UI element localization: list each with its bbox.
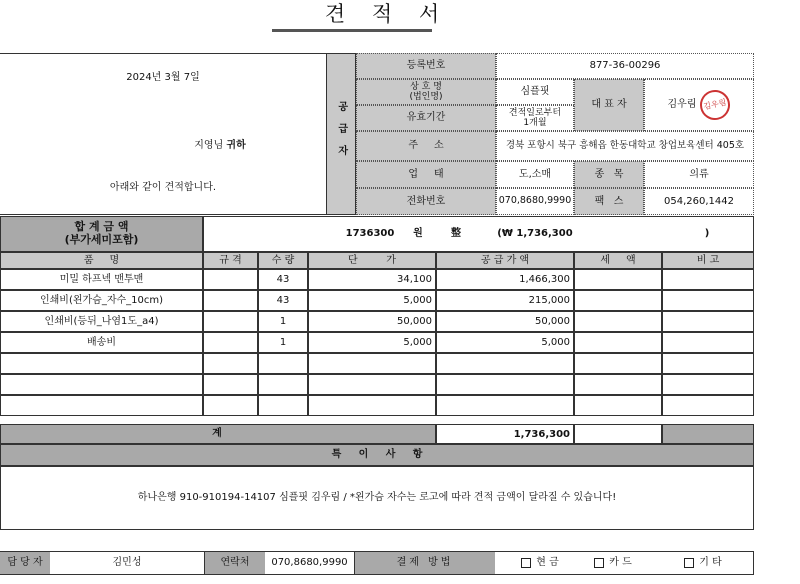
total-close-paren: ): [704, 228, 710, 240]
payment-label: 결제 방법: [355, 552, 495, 574]
item-name: [0, 353, 203, 374]
item-tax: [574, 395, 662, 416]
supplier-label: 공급자: [326, 53, 356, 215]
fax-value: 054,260,1442: [644, 188, 754, 215]
sum-label: 계: [212, 428, 222, 440]
seal-stamp: 김우림: [698, 87, 734, 123]
item-name: 미밀 하프넥 맨투맨: [0, 269, 203, 290]
items-table: [0, 252, 754, 424]
item-supply: 50,000: [436, 311, 574, 332]
tel-label: 전화번호: [356, 188, 496, 215]
item-unit-price: [308, 395, 436, 416]
sum-tax-cell: [574, 424, 662, 444]
card-checkbox[interactable]: [594, 558, 604, 568]
valid-value: 견적일로부터 1개월: [496, 105, 574, 131]
contact-value: 070,8680,9990: [265, 552, 355, 574]
total-amount: 1736300: [345, 228, 395, 240]
manager-label: 담 당 자: [0, 552, 50, 574]
item-qty: 1: [258, 332, 308, 353]
item-qty: [258, 353, 308, 374]
total-won: 원: [413, 228, 423, 240]
biz-type-value: 도,소매: [496, 161, 574, 188]
item-supply: [436, 374, 574, 395]
item-note: [662, 290, 754, 311]
item-name: [0, 374, 203, 395]
biz-item-label: 종 목: [574, 161, 644, 188]
recipient-name: 지영님: [194, 140, 224, 152]
column-header: 비 고: [662, 252, 754, 269]
item-unit-price: 5,000: [308, 332, 436, 353]
other-label: 기 타: [699, 557, 722, 569]
item-name: [0, 395, 203, 416]
item-qty: 1: [258, 311, 308, 332]
recipient-block: [0, 53, 326, 215]
pay-option-other[interactable]: [668, 552, 738, 574]
recipient-honorific: 귀하: [226, 140, 246, 152]
item-tax: [574, 269, 662, 290]
other-checkbox[interactable]: [684, 558, 694, 568]
pay-option-card[interactable]: [578, 552, 648, 574]
item-note: [662, 395, 754, 416]
sum-note-cell: [662, 424, 754, 444]
contact-label: 연락처: [205, 552, 265, 574]
total-amount-cell: [203, 216, 754, 252]
item-tax: [574, 290, 662, 311]
item-spec: [203, 395, 258, 416]
cash-checkbox[interactable]: [521, 558, 531, 568]
total-krw: (₩ 1,736,300: [497, 228, 573, 240]
item-tax: [574, 311, 662, 332]
manager-value: 김민성: [50, 552, 205, 574]
item-note: [662, 311, 754, 332]
reg-no-label: 등록번호: [356, 53, 496, 79]
item-name: 인쇄비(등뒤_나염1도_a4): [0, 311, 203, 332]
item-supply: [436, 353, 574, 374]
rep-label: 대 표 자: [574, 79, 644, 131]
item-name: 배송비: [0, 332, 203, 353]
item-unit-price: 50,000: [308, 311, 436, 332]
column-header: 세 액: [574, 252, 662, 269]
item-tax: [574, 353, 662, 374]
column-header: 단 가: [308, 252, 436, 269]
sum-supply-value: 1,736,300: [436, 424, 574, 444]
item-unit-price: 5,000: [308, 290, 436, 311]
item-note: [662, 269, 754, 290]
address-value: 경북 포항시 북구 흥해읍 한동대학교 창업보육센터 405호: [496, 131, 754, 161]
card-label: 카 드: [609, 557, 632, 569]
column-header: 품 명: [0, 252, 203, 269]
item-note: [662, 353, 754, 374]
item-supply: 5,000: [436, 332, 574, 353]
company-value: 심플핏: [496, 79, 574, 105]
tel-value: 070,8680,9990: [496, 188, 574, 215]
biz-item-value: 의류: [644, 161, 754, 188]
item-qty: 43: [258, 290, 308, 311]
item-name: 인쇄비(왼가슴_자수_10cm): [0, 290, 203, 311]
item-supply: [436, 395, 574, 416]
item-spec: [203, 353, 258, 374]
pay-option-cash[interactable]: [505, 552, 575, 574]
quote-statement: 아래와 같이 견적합니다.: [109, 182, 217, 194]
item-spec: [203, 269, 258, 290]
title-underline: [272, 29, 432, 32]
valid-label: 유효기간: [356, 105, 496, 131]
item-qty: [258, 374, 308, 395]
quote-date: 2024년 3월 7일: [126, 72, 200, 84]
address-label: 주 소: [356, 131, 496, 161]
item-supply: 1,466,300: [436, 269, 574, 290]
column-header: 수 량: [258, 252, 308, 269]
item-qty: 43: [258, 269, 308, 290]
rep-cell: [644, 79, 754, 131]
item-supply: 215,000: [436, 290, 574, 311]
remarks-header: 특 이 사 항: [0, 444, 754, 466]
item-unit-price: 34,100: [308, 269, 436, 290]
item-spec: [203, 374, 258, 395]
cash-label: 현 금: [536, 557, 559, 569]
item-unit-price: [308, 353, 436, 374]
column-header: 공 급 가 액: [436, 252, 574, 269]
total-spacer: 整: [451, 228, 461, 240]
remarks-text: 하나은행 910-910194-14107 심플핏 김우림 / *왼가슴 자수는 로고에 따라 견적 금액이 달라질 수 있습니다!: [0, 466, 754, 530]
item-spec: [203, 332, 258, 353]
item-note: [662, 374, 754, 395]
item-spec: [203, 311, 258, 332]
total-label: 합 계 금 액 (부가세미포함): [0, 216, 203, 252]
item-tax: [574, 332, 662, 353]
biz-type-label: 업 태: [356, 161, 496, 188]
item-unit-price: [308, 374, 436, 395]
item-spec: [203, 290, 258, 311]
page-title: 견 적 서: [324, 1, 450, 26]
item-tax: [574, 374, 662, 395]
company-label: 상 호 명 (법인명): [356, 79, 496, 105]
item-qty: [258, 395, 308, 416]
fax-label: 팩 스: [574, 188, 644, 215]
item-note: [662, 332, 754, 353]
column-header: 규 격: [203, 252, 258, 269]
rep-value: 김우림: [667, 99, 697, 111]
reg-no-value: 877-36-00296: [496, 53, 754, 79]
